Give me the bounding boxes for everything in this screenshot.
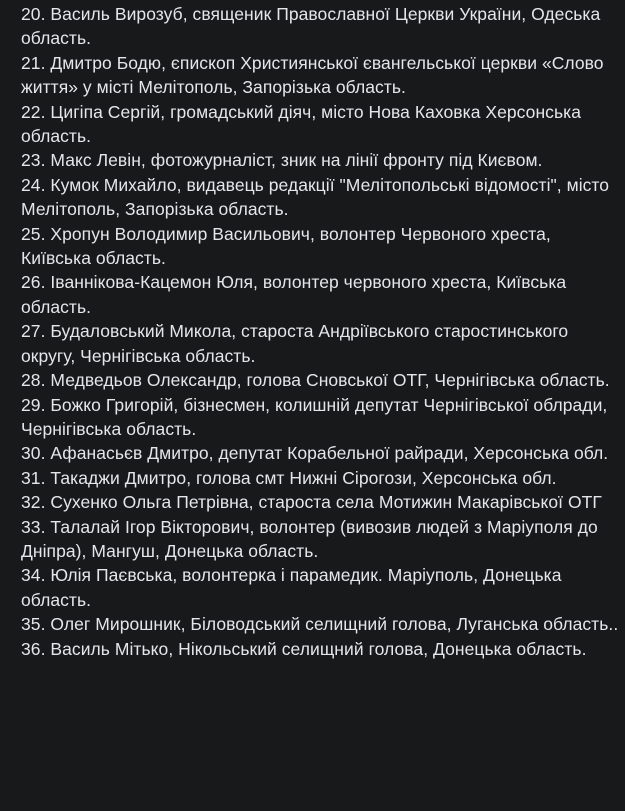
list-item: 36. Василь Мітько, Нікольський селищний голова, Донецька область. [21,638,587,659]
list-item: 25. Хропун Володимир Васильович, волонтер Червоного хреста, Київська область. [21,223,551,269]
list-item: 32. Сухенко Ольга Петрівна, староста села Мотижин Макарівської ОТГ [21,492,602,513]
list-item: 34. Юлія Паєвська, волонтерка і парамедик. Маріуполь, Донецька область. [21,565,562,610]
list-item: 26. Іваннікова-Кацемон Юля, волонтер червоного хреста, Київська область. [21,272,567,317]
list-item: 29. Божко Григорій, бізнесмен, колишній депутат Чернігівської облради, Чернігівська область. [21,394,608,439]
list-item: 24. Кумок Михайло, видавець редакції "Мелітопольські відомості", місто Мелітополь, Запорізька область. [21,174,610,220]
list-item: 33. Талалай Ігор Вікторович, волонтер (вивозив людей з Маріуполя до Дніпра), Мангуш, Донецька область. [21,516,598,561]
post-text-body [21,2,619,661]
list-item: 20. Василь Вирозуб, священик Православної Церкви України, Одеська область. [21,4,601,49]
list-item: 31. Такаджи Дмитро, голова смт Нижні Сірогози, Херсонська обл. [21,467,557,488]
list-item: 22. Цигіпа Сергій, громадський діяч, місто Нова Каховка Херсонська область. [21,101,582,147]
list-item: 23. Макс Левін, фотожурналіст, зник на лінії фронту під Києвом. [21,150,543,171]
list-item: 21. Дмитро Бодю, єпископ Християнської євангельської церкви «Слово життя» у місті Мелітополь, Запорізька область. [21,52,604,98]
list-item: 28. Медведьов Олександр, голова Сновської ОТГ, Чернігівська область. [21,370,610,391]
list-item: 35. Олег Мирошник, Біловодський селищний голова, Луганська область.. [21,614,619,635]
list-item: 30. Афанасьєв Дмитро, депутат Корабельної райради, Херсонська обл. [21,443,609,464]
list-item: 27. Будаловський Микола, староста Андріївського старостинського округу, Чернігівська область. [21,321,569,366]
